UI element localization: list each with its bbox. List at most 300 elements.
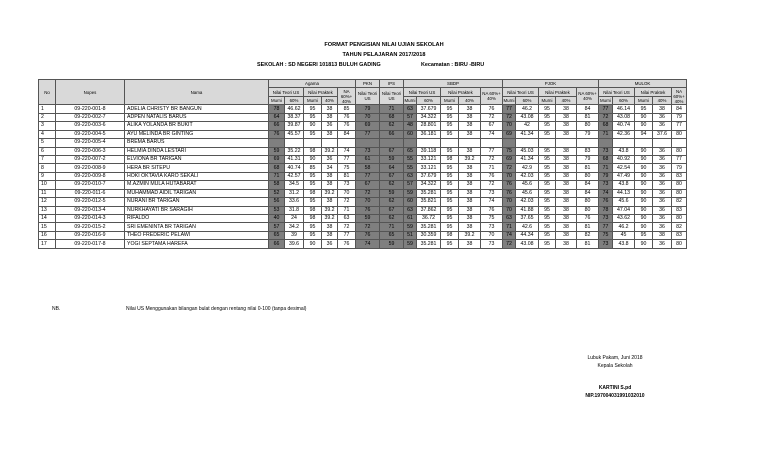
cell-sbdp-murni-40: 95 xyxy=(441,105,459,113)
cell-nama: BREMA BARUS xyxy=(125,139,269,147)
student-rows xyxy=(39,105,687,248)
cell-agama-pct60: 45.57 xyxy=(285,130,304,138)
cell-pjok-pct40: 38 xyxy=(556,240,577,248)
cell-no: 2 xyxy=(39,113,56,121)
cell-pkn: 77 xyxy=(356,172,380,180)
cell-pjok-murni-40: 95 xyxy=(539,189,556,197)
cell-pjok-pct40: 38 xyxy=(556,172,577,180)
cell-mulok-murni-40: 90 xyxy=(635,147,653,155)
cell-mulok-pct60: 42.36 xyxy=(613,130,635,138)
cell-pjok-pct40: 38 xyxy=(556,113,577,121)
header-subject-pjok: PJOK xyxy=(503,80,599,88)
cell-agama-pct60: 31.8 xyxy=(285,206,304,214)
cell-pjok-murni-40: 95 xyxy=(539,198,556,206)
cell-pjok-murni-60: 72 xyxy=(503,240,516,248)
cell-sbdp-murni-40: 95 xyxy=(441,122,459,130)
table-row xyxy=(39,155,687,163)
cell-nama: NURANI BR TARIGAN xyxy=(125,198,269,206)
table-row xyxy=(39,206,687,214)
cell-mulok-murni-40: 90 xyxy=(635,172,653,180)
cell-pjok-murni-60: 69 xyxy=(503,130,516,138)
cell-pjok-pct40: 38 xyxy=(556,223,577,231)
cell-agama-pct60: 40.74 xyxy=(285,164,304,172)
cell-agama-murni-60: 66 xyxy=(269,240,285,248)
cell-agama-pct60 xyxy=(285,139,304,147)
cell-sbdp-murni-60: 59 xyxy=(404,189,417,197)
cell-sbdp-na: 74 xyxy=(481,130,503,138)
cell-pjok-na: 81 xyxy=(577,240,599,248)
cell-pjok-na: 83 xyxy=(577,147,599,155)
cell-agama-pct40: 36 xyxy=(322,240,338,248)
cell-sbdp-pct60: 34.322 xyxy=(417,113,441,121)
cell-nama: YOGI SEPTAMA HAREFA xyxy=(125,240,269,248)
cell-agama-na: 63 xyxy=(338,215,356,223)
cell-nopes: 09-220-004-5 xyxy=(56,130,125,138)
cell-sbdp-na: 77 xyxy=(481,147,503,155)
cell-pjok-na: 84 xyxy=(577,105,599,113)
cell-agama-pct40: 38 xyxy=(322,113,338,121)
cell-nopes: 09-220-001-8 xyxy=(56,105,125,113)
cell-nopes: 09-220-009-8 xyxy=(56,172,125,180)
cell-mulok-murni-60: 77 xyxy=(599,223,613,231)
cell-sbdp-pct40: 39.2 xyxy=(459,155,481,163)
table-row xyxy=(39,181,687,189)
cell-nopes: 09-220-002-7 xyxy=(56,113,125,121)
cell-mulok-pct60: 45 xyxy=(613,231,635,239)
header-na: NA 60%+ 40% xyxy=(481,88,503,105)
cell-no: 11 xyxy=(39,189,56,197)
cell-pjok-pct40: 38 xyxy=(556,206,577,214)
cell-nama: NURKHAYATI BR SARAGIH xyxy=(125,206,269,214)
cell-sbdp-murni-60: 57 xyxy=(404,113,417,121)
cell-mulok-murni-60: 71 xyxy=(599,164,613,172)
cell-mulok-na: 79 xyxy=(672,164,687,172)
cell-sbdp-murni-60: 60 xyxy=(404,130,417,138)
header-murni: Murni xyxy=(539,96,556,104)
cell-mulok-murni-40: 90 xyxy=(635,113,653,121)
nb-note: Nilai US Menggunakan bilangan bulat dengan rentang nilai 0-100 (tanpa desimal) xyxy=(126,306,307,312)
cell-pjok-na: 81 xyxy=(577,113,599,121)
cell-agama-na: 72 xyxy=(338,223,356,231)
school-name: SEKOLAH : SD NEGERI 101813 BULUH GADING xyxy=(257,62,381,68)
cell-pjok-murni-40: 95 xyxy=(539,105,556,113)
cell-pkn: 58 xyxy=(356,164,380,172)
cell-sbdp-na: 72 xyxy=(481,113,503,121)
cell-sbdp-na: 74 xyxy=(481,198,503,206)
header-subject-mulok: MULOK xyxy=(599,80,687,88)
cell-pjok-murni-60: 76 xyxy=(503,189,516,197)
cell-agama-pct40: 34 xyxy=(322,164,338,172)
cell-agama-na: 85 xyxy=(338,105,356,113)
cell-mulok-murni-40: 90 xyxy=(635,240,653,248)
cell-pkn: 79 xyxy=(356,105,380,113)
cell-pjok-murni-60: 69 xyxy=(503,155,516,163)
cell-pjok-murni-60: 72 xyxy=(503,164,516,172)
table-row xyxy=(39,231,687,239)
cell-sbdp-pct60: 33.121 xyxy=(417,155,441,163)
cell-nama: SRI EMENINTA BR TARIGAN xyxy=(125,223,269,231)
cell-sbdp-murni-40: 95 xyxy=(441,223,459,231)
cell-agama-murni-60: 56 xyxy=(269,198,285,206)
cell-nopes: 09-220-017-8 xyxy=(56,240,125,248)
cell-mulok-murni-40 xyxy=(635,139,653,147)
cell-agama-murni-60: 66 xyxy=(269,122,285,130)
cell-agama-murni-60: 58 xyxy=(269,181,285,189)
cell-agama-pct60: 42.57 xyxy=(285,172,304,180)
cell-pjok-murni-40: 95 xyxy=(539,240,556,248)
cell-sbdp-na xyxy=(481,139,503,147)
cell-agama-na: 74 xyxy=(338,147,356,155)
cell-mulok-murni-60: 79 xyxy=(599,172,613,180)
cell-sbdp-murni-40: 95 xyxy=(441,113,459,121)
cell-nopes: 09-220-007-2 xyxy=(56,155,125,163)
table-row xyxy=(39,105,687,113)
cell-nama: RIFALDO xyxy=(125,215,269,223)
cell-agama-na: 76 xyxy=(338,240,356,248)
cell-sbdp-pct40: 38 xyxy=(459,189,481,197)
cell-mulok-pct40: 36 xyxy=(653,223,672,231)
cell-sbdp-pct60: 34.322 xyxy=(417,181,441,189)
cell-nopes: 09-220-016-9 xyxy=(56,231,125,239)
header-murni: Murni xyxy=(304,96,322,104)
cell-agama-pct60: 34.2 xyxy=(285,223,304,231)
cell-pjok-pct60: 37.65 xyxy=(516,215,539,223)
cell-mulok-murni-60: 74 xyxy=(599,189,613,197)
cell-mulok-pct60: 47.04 xyxy=(613,206,635,214)
cell-mulok-pct60: 43.8 xyxy=(613,240,635,248)
cell-pjok-na: 84 xyxy=(577,181,599,189)
cell-nopes: 09-220-010-7 xyxy=(56,181,125,189)
cell-no: 17 xyxy=(39,240,56,248)
cell-sbdp-murni-40: 98 xyxy=(441,231,459,239)
cell-mulok-na: 80 xyxy=(672,181,687,189)
cell-sbdp-murni-40: 95 xyxy=(441,130,459,138)
cell-sbdp-na: 72 xyxy=(481,181,503,189)
cell-pjok-murni-40: 95 xyxy=(539,113,556,121)
cell-sbdp-murni-40: 95 xyxy=(441,240,459,248)
cell-pjok-pct60: 45.6 xyxy=(516,189,539,197)
header-subject-ips: IPS xyxy=(380,80,404,88)
cell-agama-murni-40: 90 xyxy=(304,155,322,163)
cell-agama-na: 81 xyxy=(338,172,356,180)
cell-agama-murni-40: 98 xyxy=(304,215,322,223)
header-teori: Nilai Teori US xyxy=(599,88,635,96)
cell-ips: 62 xyxy=(380,181,404,189)
cell-pjok-na: 79 xyxy=(577,130,599,138)
cell-agama-pct60: 24 xyxy=(285,215,304,223)
cell-agama-pct60: 46.62 xyxy=(285,105,304,113)
cell-agama-pct40: 38 xyxy=(322,231,338,239)
signatory-name: KARTINI S.pd xyxy=(598,385,632,391)
cell-pjok-murni-40: 95 xyxy=(539,172,556,180)
cell-mulok-pct40: 36 xyxy=(653,147,672,155)
header-subject-agama: Agama xyxy=(269,80,356,88)
cell-mulok-murni-60: 73 xyxy=(599,147,613,155)
cell-sbdp-na: 76 xyxy=(481,105,503,113)
cell-nama: AYU MELINDA BR GINTING xyxy=(125,130,269,138)
cell-mulok-pct40: 38 xyxy=(653,231,672,239)
cell-no: 16 xyxy=(39,231,56,239)
cell-nama: HELMIA DINDA LESTARI xyxy=(125,147,269,155)
cell-mulok-na xyxy=(672,139,687,147)
cell-ips: 67 xyxy=(380,172,404,180)
grades-table xyxy=(38,79,687,249)
cell-sbdp-na: 75 xyxy=(481,215,503,223)
signature-position: Kepala Sekolah xyxy=(597,363,633,369)
cell-mulok-murni-60: 77 xyxy=(599,105,613,113)
cell-sbdp-murni-40: 95 xyxy=(441,164,459,172)
cell-sbdp-pct40: 39.2 xyxy=(459,231,481,239)
cell-sbdp-murni-60: 57 xyxy=(404,181,417,189)
cell-pjok-pct60: 42.6 xyxy=(516,223,539,231)
cell-sbdp-pct60: 35.281 xyxy=(417,223,441,231)
cell-no: 9 xyxy=(39,172,56,180)
document-title: FORMAT PENGISIAN NILAI UJIAN SEKOLAH xyxy=(324,42,444,48)
header-teori: Nilai Teori US xyxy=(404,88,441,96)
academic-year: TAHUN PELAJARAN 2017/2018 xyxy=(342,52,426,58)
cell-pjok-murni-60: 77 xyxy=(503,105,516,113)
cell-sbdp-murni-60: 48 xyxy=(404,122,417,130)
cell-mulok-murni-60: 73 xyxy=(599,181,613,189)
cell-mulok-na: 82 xyxy=(672,198,687,206)
cell-sbdp-pct40: 38 xyxy=(459,215,481,223)
cell-pjok-pct60: 41.34 xyxy=(516,155,539,163)
cell-sbdp-pct40: 38 xyxy=(459,240,481,248)
cell-pjok-pct60: 46.2 xyxy=(516,105,539,113)
cell-pkn: 70 xyxy=(356,113,380,121)
cell-sbdp-murni-40: 95 xyxy=(441,198,459,206)
cell-sbdp-pct40: 38 xyxy=(459,198,481,206)
cell-pkn: 61 xyxy=(356,155,380,163)
cell-pjok-pct40: 38 xyxy=(556,231,577,239)
cell-mulok-pct40: 36 xyxy=(653,198,672,206)
header-60pct: 60% xyxy=(417,96,441,104)
cell-sbdp-na: 73 xyxy=(481,240,503,248)
cell-pjok-na: 81 xyxy=(577,223,599,231)
cell-agama-pct40: 38 xyxy=(322,181,338,189)
header-60pct: 60% xyxy=(613,96,635,104)
cell-pjok-pct60: 45.03 xyxy=(516,147,539,155)
cell-pjok-murni-40: 95 xyxy=(539,223,556,231)
cell-sbdp-murni-60: 55 xyxy=(404,164,417,172)
cell-agama-murni-40: 98 xyxy=(304,189,322,197)
cell-agama-pct40: 39.2 xyxy=(322,189,338,197)
header-40pct: 40% xyxy=(322,96,338,104)
cell-pjok-murni-40: 95 xyxy=(539,147,556,155)
cell-sbdp-murni-40 xyxy=(441,139,459,147)
cell-agama-murni-60: 69 xyxy=(269,155,285,163)
cell-agama-murni-40 xyxy=(304,139,322,147)
cell-pjok-pct40: 38 xyxy=(556,181,577,189)
header-murni: Murni xyxy=(635,96,653,104)
cell-pjok-na: 80 xyxy=(577,122,599,130)
cell-ips: 65 xyxy=(380,231,404,239)
cell-agama-pct60: 41.31 xyxy=(285,155,304,163)
cell-agama-na: 77 xyxy=(338,231,356,239)
cell-pjok-murni-40: 95 xyxy=(539,215,556,223)
cell-sbdp-na: 67 xyxy=(481,122,503,130)
cell-sbdp-pct40: 38 xyxy=(459,164,481,172)
cell-ips: 59 xyxy=(380,189,404,197)
cell-no: 6 xyxy=(39,147,56,155)
cell-mulok-pct60 xyxy=(613,139,635,147)
cell-mulok-murni-40: 90 xyxy=(635,181,653,189)
signatory-nip: NIP.197004031991032010 xyxy=(585,393,645,399)
header-40pct: 40% xyxy=(556,96,577,104)
header-na: NA 60%+ 40% xyxy=(673,88,685,104)
cell-mulok-murni-40: 90 xyxy=(635,189,653,197)
cell-pjok-murni-40: 95 xyxy=(539,231,556,239)
cell-sbdp-murni-60: 65 xyxy=(404,147,417,155)
cell-sbdp-murni-60: 61 xyxy=(404,215,417,223)
cell-sbdp-murni-60: 59 xyxy=(404,240,417,248)
cell-pjok-murni-60: 71 xyxy=(503,223,516,231)
cell-agama-pct60: 39.87 xyxy=(285,122,304,130)
cell-mulok-pct60: 43.62 xyxy=(613,215,635,223)
header-ips-teori: Nilai Teori US xyxy=(380,88,404,105)
cell-nama: ALIKA YOLANDA BR BUKIT xyxy=(125,122,269,130)
cell-agama-na: 70 xyxy=(338,189,356,197)
cell-pjok-murni-40: 95 xyxy=(539,130,556,138)
cell-agama-pct60: 33.6 xyxy=(285,198,304,206)
cell-pjok-murni-60: 63 xyxy=(503,215,516,223)
cell-pkn: 72 xyxy=(356,189,380,197)
cell-mulok-na: 83 xyxy=(672,206,687,214)
cell-mulok-murni-40: 95 xyxy=(635,231,653,239)
cell-ips: 62 xyxy=(380,215,404,223)
cell-sbdp-pct40: 38 xyxy=(459,105,481,113)
table-row xyxy=(39,189,687,197)
cell-agama-murni-60: 59 xyxy=(269,147,285,155)
cell-pjok-pct60: 42.9 xyxy=(516,164,539,172)
cell-agama-murni-40: 95 xyxy=(304,181,322,189)
cell-sbdp-na: 73 xyxy=(481,223,503,231)
cell-agama-murni-40: 90 xyxy=(304,240,322,248)
cell-pkn: 72 xyxy=(356,223,380,231)
cell-mulok-murni-60: 68 xyxy=(599,122,613,130)
header-murni: Murni xyxy=(600,98,611,104)
cell-sbdp-pct40: 38 xyxy=(459,147,481,155)
cell-sbdp-na: 76 xyxy=(481,172,503,180)
cell-mulok-murni-60: 76 xyxy=(599,198,613,206)
cell-no: 10 xyxy=(39,181,56,189)
cell-sbdp-pct60: 37.679 xyxy=(417,105,441,113)
cell-ips: 68 xyxy=(380,113,404,121)
cell-agama-murni-40: 95 xyxy=(304,105,322,113)
cell-pjok-murni-40 xyxy=(539,139,556,147)
cell-mulok-murni-40: 90 xyxy=(635,198,653,206)
cell-agama-murni-40: 98 xyxy=(304,147,322,155)
cell-sbdp-murni-60: 51 xyxy=(404,231,417,239)
cell-sbdp-pct40 xyxy=(459,139,481,147)
cell-pjok-murni-40: 95 xyxy=(539,164,556,172)
cell-sbdp-pct60: 28.801 xyxy=(417,122,441,130)
cell-agama-murni-40: 95 xyxy=(304,198,322,206)
cell-sbdp-na: 71 xyxy=(481,164,503,172)
cell-agama-murni-60: 71 xyxy=(269,172,285,180)
header-praktek: Nilai Praktek xyxy=(304,88,338,96)
cell-sbdp-murni-60: 63 xyxy=(404,105,417,113)
cell-agama-murni-60: 78 xyxy=(269,105,285,113)
cell-mulok-murni-60: 73 xyxy=(599,215,613,223)
cell-agama-murni-60: 76 xyxy=(269,130,285,138)
cell-agama-pct40: 39.2 xyxy=(322,215,338,223)
table-row xyxy=(39,139,687,147)
cell-agama-na: 73 xyxy=(338,181,356,189)
header-teori: Nilai Teori US xyxy=(269,88,304,96)
cell-mulok-pct40: 37.6 xyxy=(653,130,672,138)
cell-pjok-pct60: 41.34 xyxy=(516,130,539,138)
cell-mulok-na: 83 xyxy=(672,231,687,239)
cell-pjok-pct40: 38 xyxy=(556,164,577,172)
cell-agama-murni-40: 90 xyxy=(304,122,322,130)
cell-agama-murni-40: 95 xyxy=(304,231,322,239)
cell-nopes: 09-220-012-5 xyxy=(56,198,125,206)
cell-sbdp-na: 76 xyxy=(481,206,503,214)
table-row xyxy=(39,198,687,206)
cell-sbdp-murni-40: 95 xyxy=(441,189,459,197)
nb-label: NB. xyxy=(52,306,61,312)
header-teori: Nilai Teori US xyxy=(503,88,539,96)
cell-mulok-pct60: 40.74 xyxy=(613,122,635,130)
cell-mulok-murni-60 xyxy=(599,139,613,147)
cell-mulok-na: 80 xyxy=(672,215,687,223)
cell-sbdp-na: 73 xyxy=(481,189,503,197)
cell-nama: ELVIONA BR TARIGAN xyxy=(125,155,269,163)
header-60pct: 60% xyxy=(516,96,539,104)
cell-no: 14 xyxy=(39,215,56,223)
cell-pjok-murni-60: 74 xyxy=(503,231,516,239)
cell-agama-pct40: 36 xyxy=(322,155,338,163)
cell-sbdp-murni-40: 95 xyxy=(441,215,459,223)
cell-pkn: 74 xyxy=(356,240,380,248)
cell-agama-pct40: 36 xyxy=(322,122,338,130)
header-murni: Murni xyxy=(404,98,416,104)
header-murni: Murni xyxy=(269,96,285,104)
cell-agama-murni-60 xyxy=(269,139,285,147)
cell-sbdp-pct60: 35.281 xyxy=(417,189,441,197)
cell-agama-murni-40: 98 xyxy=(304,206,322,214)
cell-agama-murni-40: 95 xyxy=(304,113,322,121)
cell-agama-pct60: 38.37 xyxy=(285,113,304,121)
cell-ips: 59 xyxy=(380,240,404,248)
cell-sbdp-pct40: 38 xyxy=(459,181,481,189)
cell-pjok-murni-40: 95 xyxy=(539,155,556,163)
cell-sbdp-pct60: 36.181 xyxy=(417,130,441,138)
cell-agama-murni-60: 52 xyxy=(269,189,285,197)
cell-ips: 67 xyxy=(380,147,404,155)
cell-mulok-na: 82 xyxy=(672,223,687,231)
cell-mulok-murni-40: 90 xyxy=(635,223,653,231)
cell-agama-pct60: 39.6 xyxy=(285,240,304,248)
cell-nopes: 09-220-003-6 xyxy=(56,122,125,130)
cell-sbdp-murni-40: 95 xyxy=(441,206,459,214)
cell-mulok-pct60: 44.13 xyxy=(613,189,635,197)
cell-nopes: 09-220-013-4 xyxy=(56,206,125,214)
cell-pjok-murni-60: 72 xyxy=(503,113,516,121)
cell-nopes: 09-220-015-2 xyxy=(56,223,125,231)
cell-ips: 64 xyxy=(380,164,404,172)
cell-pjok-murni-60: 75 xyxy=(503,147,516,155)
cell-mulok-pct60: 43.8 xyxy=(613,147,635,155)
header-40pct: 40% xyxy=(459,96,481,104)
cell-pkn: 59 xyxy=(356,215,380,223)
cell-ips: 66 xyxy=(380,130,404,138)
cell-mulok-na: 84 xyxy=(672,105,687,113)
cell-sbdp-pct40: 38 xyxy=(459,172,481,180)
cell-sbdp-pct60: 36.72 xyxy=(417,215,441,223)
cell-pkn: 77 xyxy=(356,130,380,138)
